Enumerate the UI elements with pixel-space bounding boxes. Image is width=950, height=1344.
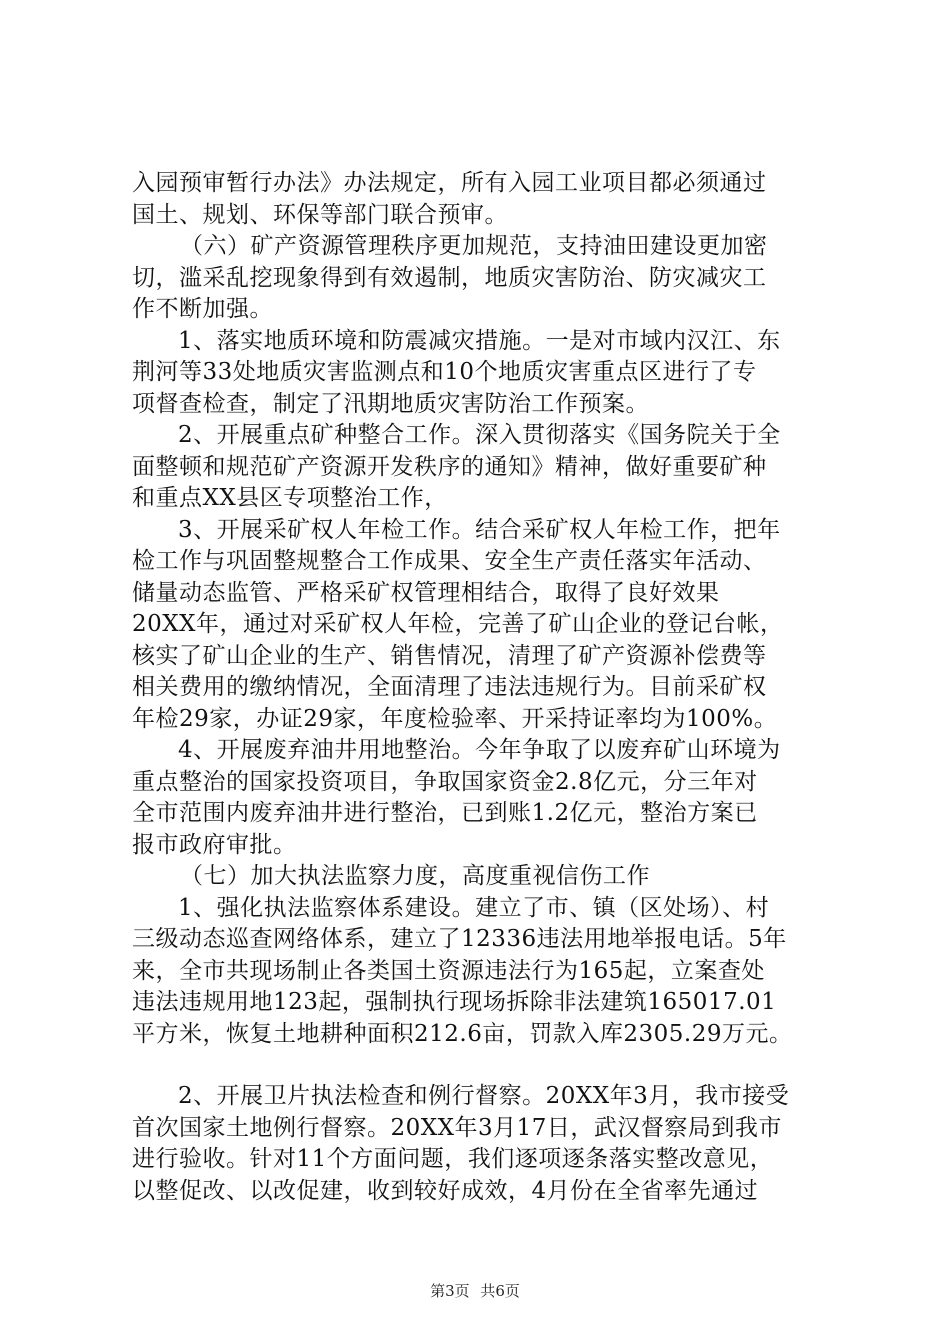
text-line: 项督查检查，制定了汛期地质灾害防治工作预案。: [132, 390, 649, 417]
text-line: 相关费用的缴纳情况，全面清理了违法违规行为。目前采矿权: [132, 674, 767, 700]
text-line: 20XX年，通过对采矿权人年检，完善了矿山企业的登记台帐，: [132, 611, 784, 637]
text-line: 国土、规划、环保等部门联合预审。: [132, 201, 508, 228]
text-line: 违法违规用地123起，强制执行现场拆除非法建筑165017.01: [132, 989, 777, 1015]
item-heading-3: 3、开展采矿权人年检工作。结合采矿权人年检工作，把年: [178, 516, 781, 543]
item-heading-2b: 2、开展卫片执法检查和例行督察。20XX年3月，我市接受: [178, 1083, 790, 1109]
text-line: 三级动态巡查网络体系，建立了12336违法用地举报电话。5年: [132, 926, 787, 952]
item-heading-2: 2、开展重点矿种整合工作。深入贯彻落实《国务院关于全: [178, 422, 781, 448]
page-footer: [0, 1281, 950, 1301]
item-heading-4: 4、开展废弃油井用地整治。今年争取了以废弃矿山环境为: [178, 737, 781, 763]
section-heading-6: （六）矿产资源管理秩序更加规范，支持油田建设更加密: [180, 233, 768, 259]
text-line: 荆河等33处地质灾害监测点和10个地质灾害重点区进行了专: [132, 359, 757, 385]
document-text: [132, 168, 832, 1207]
text-line: 核实了矿山企业的生产、销售情况，清理了矿产资源补偿费等: [132, 642, 767, 669]
text-line: 报市政府审批。: [132, 831, 297, 858]
text-line: 来，全市共现场制止各类国土资源违法行为165起，立案查处: [132, 957, 765, 984]
item-heading-1b: 1、强化执法监察体系建设。建立了市、镇（区处场）、村: [178, 894, 770, 921]
text-line: 重点整治的国家投资项目，争取国家资金2.8亿元，分三年对: [132, 768, 758, 795]
text-line: 检工作与巩固整规整合工作成果、安全生产责任落实年活动、: [132, 548, 767, 574]
text-line: 入园预审暂行办法》办法规定，所有入园工业项目都必须通过: [132, 170, 767, 196]
text-line: 年检29家，办证29家，年度检验率、开采持证率均为100%。: [132, 705, 778, 732]
document-body: [132, 168, 832, 1207]
text-line: 进行验收。针对11个方面问题，我们逐项逐条落实整改意见，: [132, 1146, 774, 1172]
item-heading-1: 1、落实地质环境和防震减灾措施。一是对市域内汉江、东: [178, 327, 781, 354]
section-heading-7: （七）加大执法监察力度，高度重视信伤工作: [180, 863, 650, 889]
text-line: 以整促改、以改促建，收到较好成效，4月份在全省率先通过: [132, 1177, 759, 1204]
text-line: 面整顿和规范矿产资源开发秩序的通知》精神，做好重要矿种: [132, 453, 767, 480]
text-line: 全市范围内废弃油井进行整治，已到账1.2亿元，整治方案已: [132, 800, 758, 826]
text-line: 切，滥采乱挖现象得到有效遏制，地质灾害防治、防灾减灾工: [132, 264, 767, 291]
text-line: 平方米，恢复土地耕种面积212.6亩，罚款入库2305.29万元。: [132, 1020, 793, 1047]
text-line: 储量动态监管、严格采矿权管理相结合，取得了良好效果: [132, 579, 720, 606]
text-line: 作不断加强。: [132, 296, 273, 322]
text-line: 和重点XX县区专项整治工作，: [132, 485, 448, 511]
page-number: 第3页: [430, 1282, 470, 1300]
text-line: 首次国家土地例行督察。20XX年3月17日，武汉督察局到我市: [132, 1114, 782, 1141]
blank-line: [132, 1050, 832, 1081]
page-total: 共6页: [480, 1282, 520, 1300]
